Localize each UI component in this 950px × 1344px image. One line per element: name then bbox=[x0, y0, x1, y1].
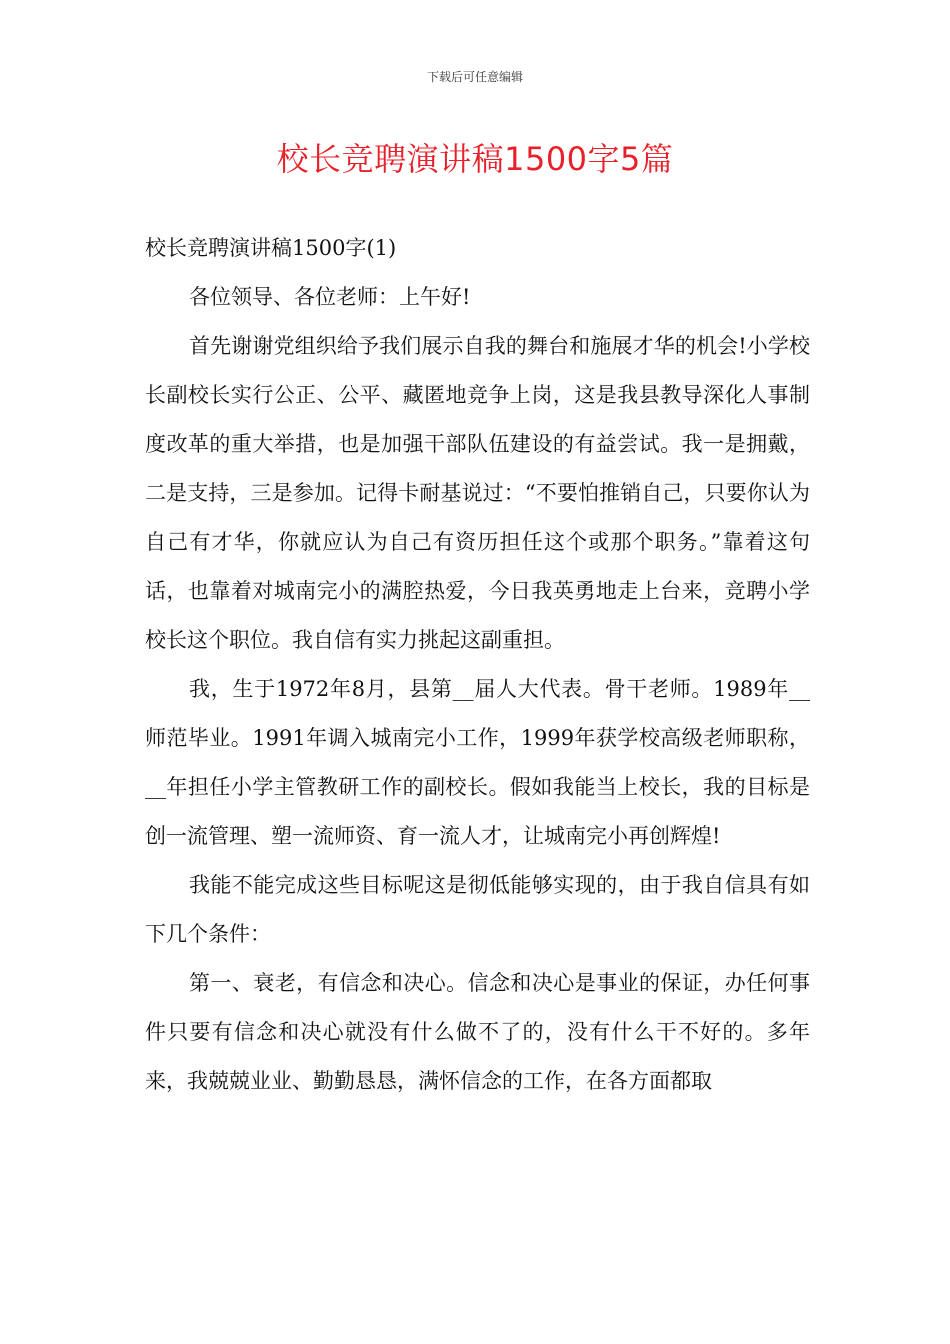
page-header: 下载后可任意编辑 bbox=[426, 70, 523, 84]
body-paragraph: 我，生于1972年8月，县第__届人大代表。骨干老师。1989年__师范毕业。1991年调入城南完小工作，1999年获学校高级老师职称，__年担任小学主管教研工作的副校长。假如我能当上校长，我的目标是创一流管理、塑一流师资、育一流人才，让城南完小再创辉煌! bbox=[145, 677, 810, 848]
body-paragraph: 首先谢谢党组织给予我们展示自我的舞台和施展才华的机会!小学校长副校长实行公正、公平、藏匿地竞争上岗，这是我县教导深化人事制度改革的重大举措，也是加强干部队伍建设的有益尝试。我一是拥戴，二是支持，三是参加。记得卡耐基说过：“不要怕推销自己，只要你认为自己有才华，你就应认为自己有资历担任这个或那个职务。”靠着这句话，也靠着对城南完小的满腔热爱，今日我英勇地走上台来，竞聘小学校长这个职位。我自信有实力挑起这副重担。 bbox=[145, 334, 810, 652]
section-heading: 校长竞聘演讲稿1500字(1) bbox=[145, 236, 397, 260]
body-paragraph: 第一、衰老，有信念和决心。信念和决心是事业的保证，办任何事件只要有信念和决心就没有什么做不了的，没有什么干不好的。多年来，我兢兢业业、勤勤恳恳，满怀信念的工作，在各方面都取 bbox=[145, 971, 810, 1093]
document-body bbox=[145, 224, 810, 1106]
body-paragraph: 我能不能完成这些目标呢这是彻低能够实现的，由于我自信具有如下几个条件： bbox=[145, 873, 810, 946]
greeting-paragraph: 各位领导、各位老师：上午好! bbox=[189, 285, 471, 309]
document-title: 校长竞聘演讲稿1500字5篇 bbox=[276, 140, 674, 178]
